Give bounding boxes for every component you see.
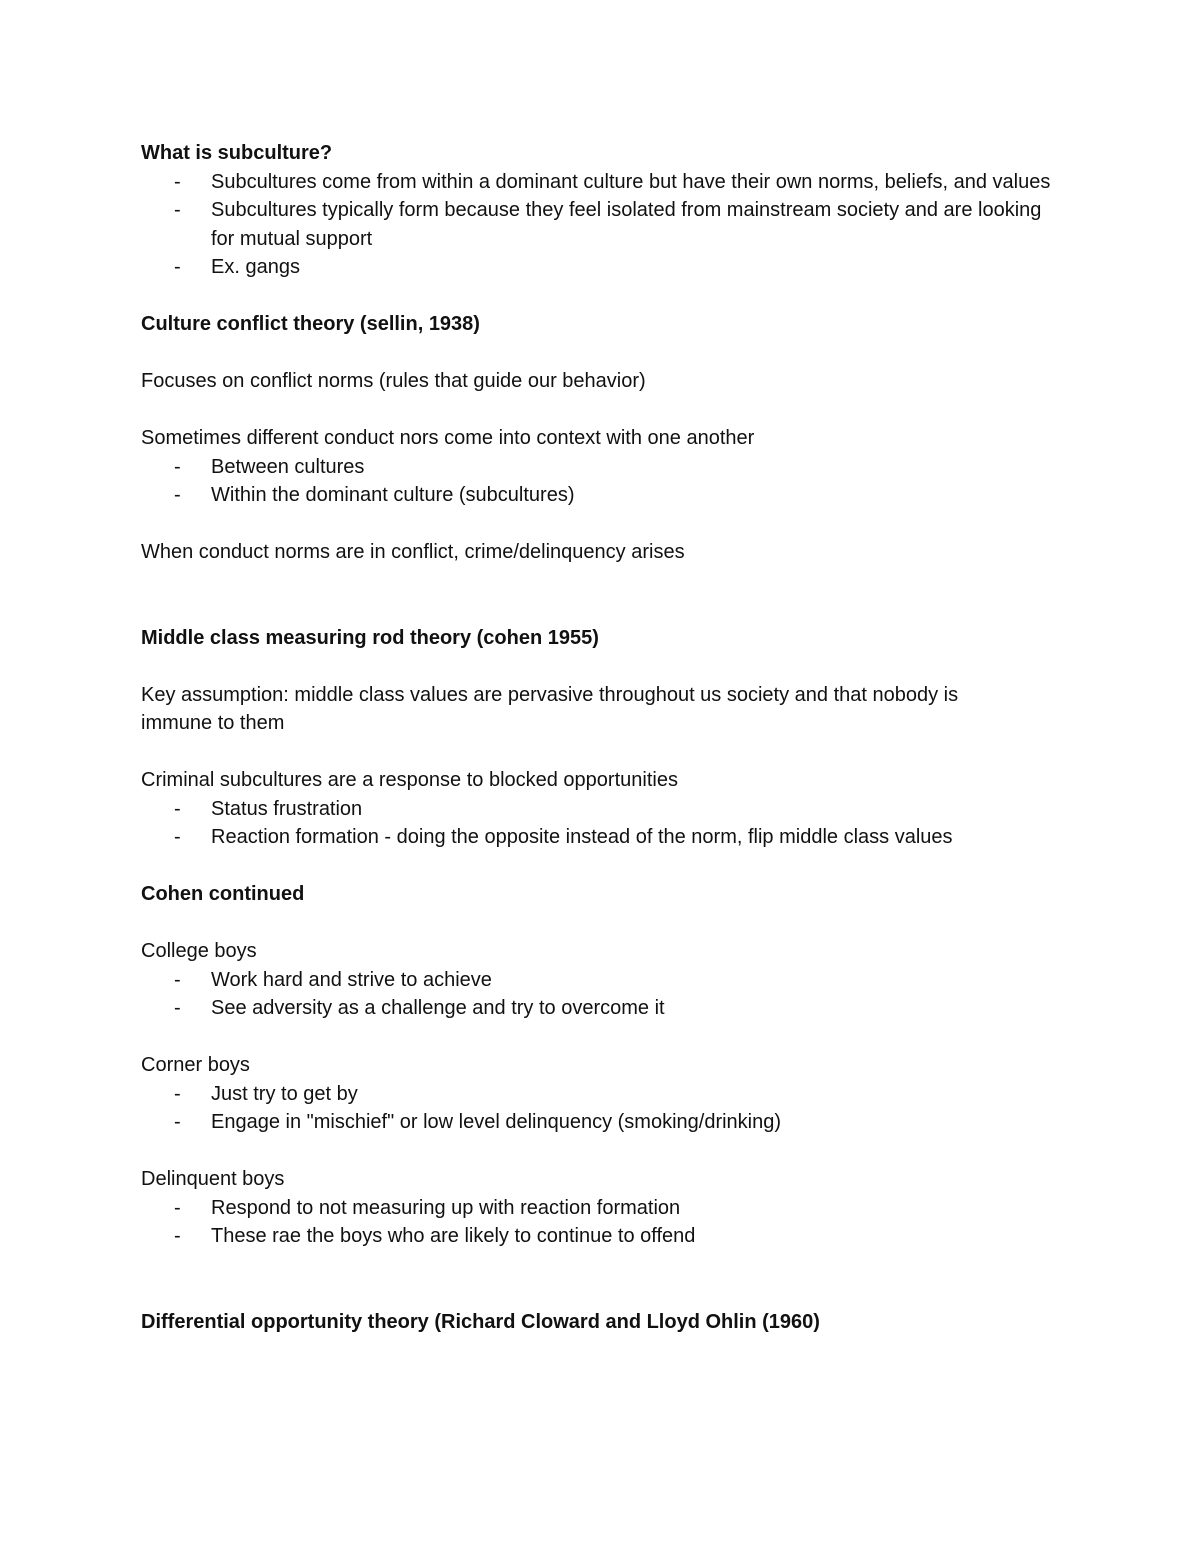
list-item: [141, 481, 1061, 510]
list-item: [141, 795, 1061, 824]
dash-marker: -: [174, 455, 181, 478]
list-item: [141, 1222, 1061, 1251]
bullet-text: Reaction formation - doing the opposite instead of the norm, flip middle class values: [211, 826, 953, 848]
spacer: [141, 738, 1061, 767]
bullet-text: These rae the boys who are likely to continue to offend: [211, 1225, 696, 1247]
paragraph-conflict-norms: Focuses on conflict norms (rules that guide our behavior): [141, 370, 646, 392]
dash-marker: -: [174, 1082, 181, 1105]
paragraph-criminal-subcultures: Criminal subcultures are a response to blocked opportunities: [141, 769, 678, 791]
bullet-text: Just try to get by: [211, 1082, 358, 1105]
paragraph-crime-arises: When conduct norms are in conflict, crime/delinquency arises: [141, 541, 685, 563]
spacer: [141, 282, 1061, 311]
list-item: [141, 453, 1061, 482]
paragraph-key-assumption-line1: Key assumption: middle class values are pervasive throughout us society and that nobody is: [141, 683, 959, 706]
dash-marker: -: [174, 797, 181, 820]
list-item: [141, 966, 1061, 995]
bullet-list-conduct-norms: [141, 453, 1061, 510]
dash-marker: -: [174, 826, 181, 848]
bullet-text: Status frustration: [211, 797, 363, 820]
paragraph-key-assumption-line2: immune to them: [141, 712, 285, 734]
spacer: [141, 909, 1061, 938]
dash-marker: -: [174, 199, 181, 221]
list-item: [141, 253, 1061, 282]
bullet-text: Engage in "mischief" or low level delinquency (smoking/drinking): [211, 1111, 782, 1133]
list-item: [141, 196, 1061, 253]
spacer: [141, 396, 1061, 425]
bullet-list-college-boys: [141, 966, 1061, 1023]
bullet-text: See adversity as a challenge and try to overcome it: [211, 997, 665, 1019]
dash-marker: -: [174, 170, 181, 193]
list-item: [141, 1194, 1061, 1223]
spacer: [141, 652, 1061, 681]
spacer: [141, 339, 1061, 368]
dash-marker: -: [174, 484, 181, 506]
dash-marker: -: [174, 256, 181, 278]
heading-middle-class-measuring-rod: Middle class measuring rod theory (cohen 1955): [141, 626, 599, 649]
spacer: [141, 567, 1061, 624]
bullet-list-delinquent-boys: [141, 1194, 1061, 1251]
label-corner-boys: Corner boys: [141, 1054, 250, 1076]
spacer: [141, 1023, 1061, 1052]
bullet-text: Subcultures typically form because they feel isolated from mainstream society and are looking for mutual support: [211, 199, 1042, 250]
bullet-list-blocked-opportunities: [141, 795, 1061, 852]
spacer: [141, 510, 1061, 539]
label-delinquent-boys: Delinquent boys: [141, 1168, 285, 1190]
spacer: [141, 1251, 1061, 1308]
bullet-text: Within the dominant culture (subcultures): [211, 484, 575, 506]
bullet-text: Between cultures: [211, 455, 365, 478]
bullet-list-corner-boys: [141, 1080, 1061, 1137]
bullet-text: Respond to not measuring up with reaction formation: [211, 1196, 681, 1219]
dash-marker: -: [174, 1225, 181, 1247]
bullet-text: Ex. gangs: [211, 256, 300, 278]
dash-marker: -: [174, 968, 181, 991]
heading-culture-conflict-theory: Culture conflict theory (sellin, 1938): [141, 313, 480, 335]
bullet-list-subculture: [141, 168, 1061, 282]
heading-differential-opportunity-theory: Differential opportunity theory (Richard Cloward and Lloyd Ohlin (1960): [141, 1310, 820, 1333]
list-item: [141, 1080, 1061, 1109]
list-item: [141, 994, 1061, 1023]
heading-what-is-subculture: What is subculture?: [141, 142, 333, 164]
dash-marker: -: [174, 997, 181, 1019]
heading-cohen-continued: Cohen continued: [141, 883, 305, 905]
dash-marker: -: [174, 1111, 181, 1133]
bullet-text: Subcultures come from within a dominant culture but have their own norms, beliefs, and values: [211, 170, 1051, 193]
label-college-boys: College boys: [141, 940, 257, 962]
spacer: [141, 852, 1061, 881]
list-item: [141, 1108, 1061, 1137]
list-item: [141, 168, 1061, 197]
paragraph-conduct-norms: Sometimes different conduct nors come into context with one another: [141, 427, 755, 449]
bullet-text: Work hard and strive to achieve: [211, 968, 492, 991]
list-item: [141, 823, 1061, 852]
dash-marker: -: [174, 1196, 181, 1219]
document-page: [141, 139, 1061, 1336]
spacer: [141, 1137, 1061, 1166]
